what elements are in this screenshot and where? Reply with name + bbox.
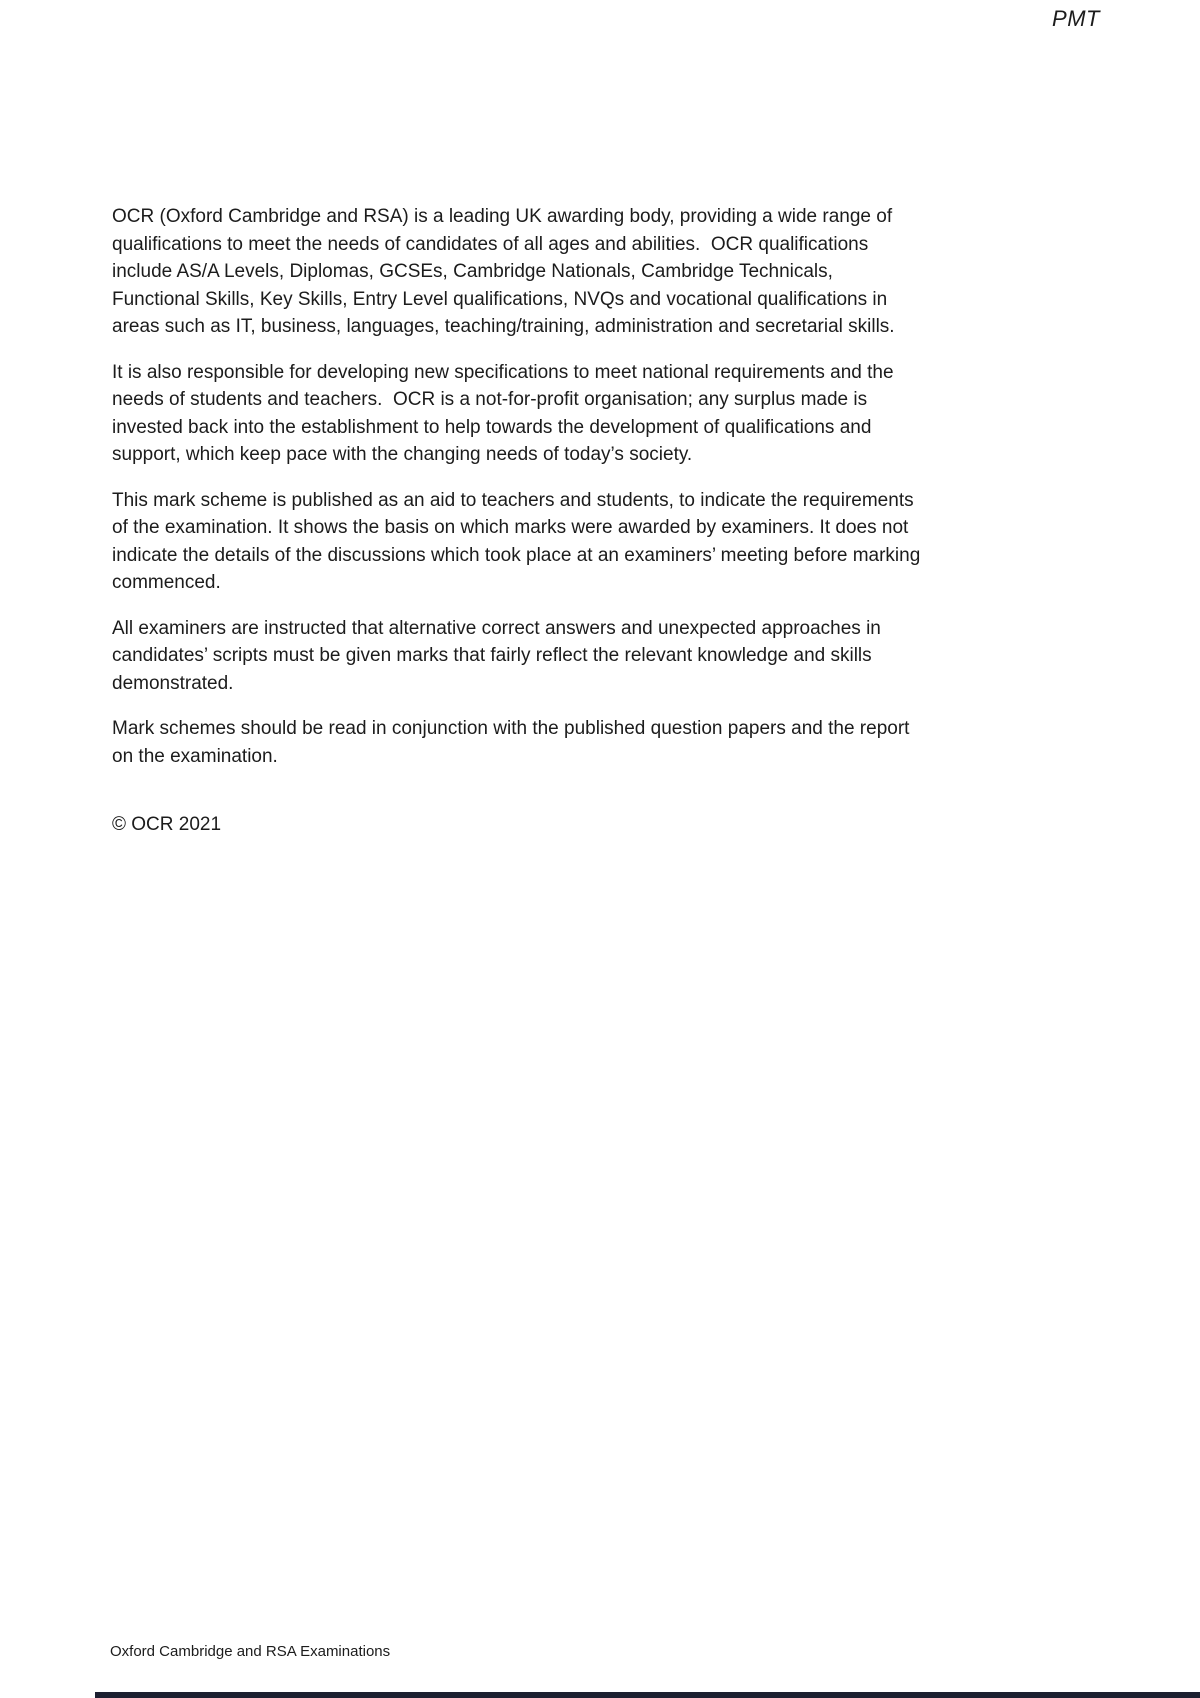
paragraph <box>112 615 1012 698</box>
paragraph-line: candidates’ scripts must be given marks that fairly reflect the relevant knowledge and skills <box>112 645 872 666</box>
paragraph <box>112 487 1012 597</box>
paragraph-line: qualifications to meet the needs of candidates of all ages and abilities. OCR qualifications <box>112 233 869 255</box>
paragraphs <box>112 203 1012 770</box>
paragraph-line: Mark schemes should be read in conjunction with the published question papers and the report <box>112 718 910 739</box>
paragraph-line: This mark scheme is published as an aid to teachers and students, to indicate the requirements <box>112 489 914 511</box>
pmt-watermark: PMT <box>1052 6 1100 31</box>
paragraph-line: All examiners are instructed that alternative correct answers and unexpected approaches in <box>112 617 881 639</box>
paragraph-line: commenced. <box>112 572 221 593</box>
paragraph-line: include AS/A Levels, Diplomas, GCSEs, Cambridge Nationals, Cambridge Technicals, <box>112 261 833 282</box>
paragraph-line: indicate the details of the discussions which took place at an examiners’ meeting before marking <box>112 544 921 566</box>
paragraph <box>112 715 1012 770</box>
page-bottom-bar <box>95 1692 1200 1698</box>
paragraph <box>112 359 1012 469</box>
page-body <box>112 203 1012 839</box>
footer-text: Oxford Cambridge and RSA Examinations <box>110 1643 391 1660</box>
paragraph-line: of the examination. It shows the basis on which marks were awarded by examiners. It does not <box>112 517 909 538</box>
paragraph-line: support, which keep pace with the changing needs of today’s society. <box>112 444 693 465</box>
paragraph-line: needs of students and teachers. OCR is a not-for-profit organisation; any surplus made is <box>112 389 868 410</box>
paragraph-line: demonstrated. <box>112 672 234 694</box>
paragraph-line: It is also responsible for developing new specifications to meet national requirements and the <box>112 361 894 383</box>
paragraph-line: Functional Skills, Key Skills, Entry Level qualifications, NVQs and vocational qualifications in <box>112 288 888 310</box>
paragraph <box>112 203 1012 341</box>
copyright-line: © OCR 2021 <box>112 814 222 835</box>
paragraph-line: OCR (Oxford Cambridge and RSA) is a leading UK awarding body, providing a wide range of <box>112 206 893 227</box>
paragraph-line: on the examination. <box>112 745 278 767</box>
paragraph-line: invested back into the establishment to help towards the development of qualifications and <box>112 416 872 438</box>
paragraph-line: areas such as IT, business, languages, teaching/training, administration and secretarial skills. <box>112 316 895 337</box>
